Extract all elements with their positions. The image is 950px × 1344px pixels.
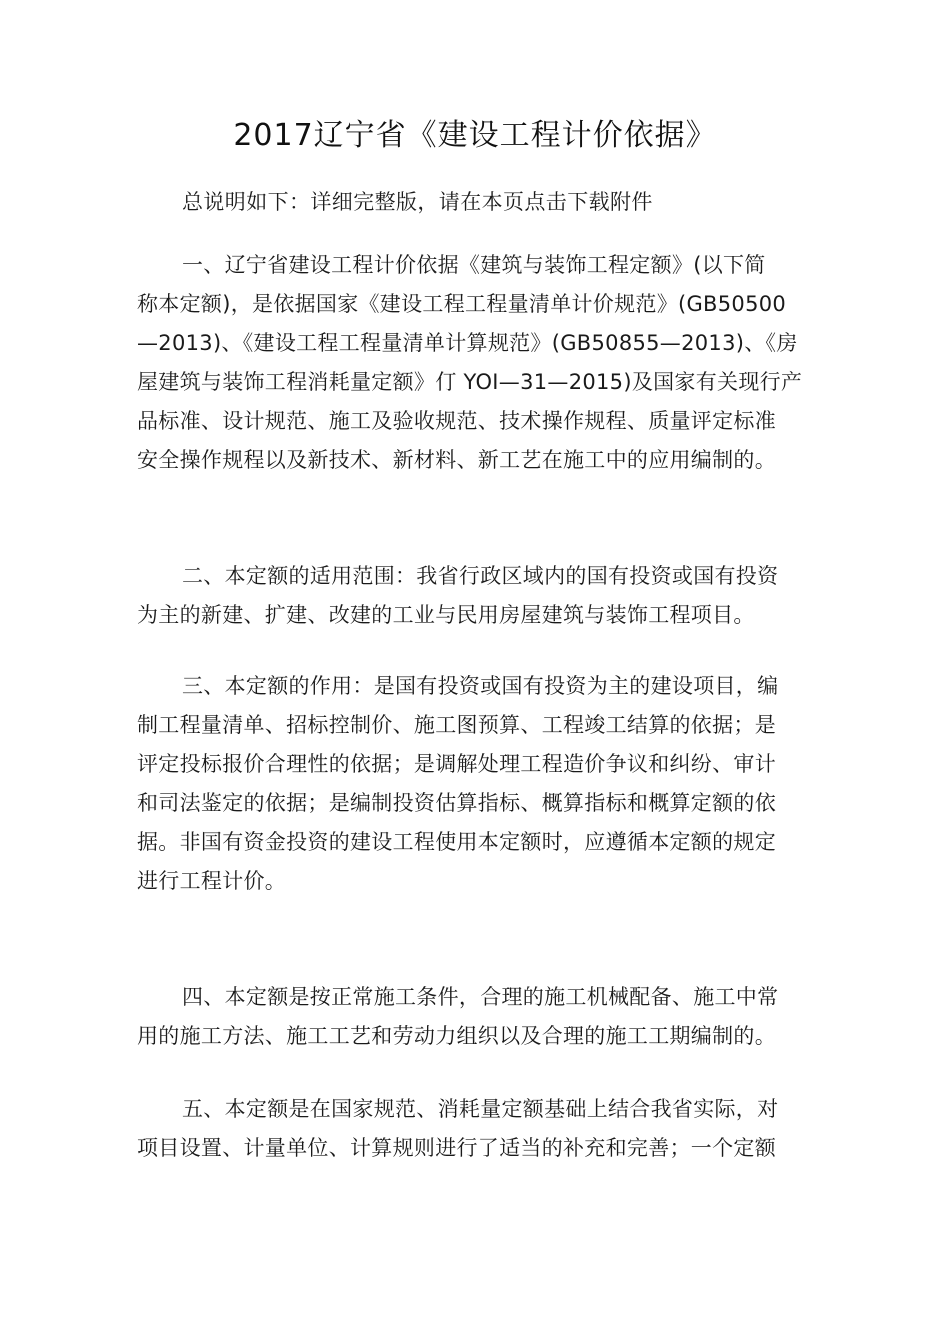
paragraph-line: 称本定额)，是依据国家《建设工程工程量清单计价规范》(GB50500 xyxy=(137,292,787,316)
paragraph-4 xyxy=(137,978,819,1056)
paragraph-line: 安全操作规程以及新技术、新材料、新工艺在施工中的应用编制的。 xyxy=(137,448,776,472)
intro-line: 总说明如下：详细完整版，请在本页点击下载附件 xyxy=(182,190,653,214)
paragraph-line: 一、辽宁省建设工程计价依据《建筑与装饰工程定额》(以下简 xyxy=(182,253,766,277)
paragraph-line: 项目设置、计量单位、计算规则进行了适当的补充和完善；一个定额 xyxy=(137,1136,776,1160)
paragraph-line: 四、本定额是按正常施工条件，合理的施工机械配备、施工中常 xyxy=(182,985,779,1009)
paragraph-line: 制工程量清单、招标控制价、施工图预算、工程竣工结算的依据；是 xyxy=(137,713,776,737)
paragraph-line: 据。非国有资金投资的建设工程使用本定额时，应遵循本定额的规定 xyxy=(137,830,776,854)
paragraph-line: 和司法鉴定的依据；是编制投资估算指标、概算指标和概算定额的依 xyxy=(137,791,776,815)
paragraph-2 xyxy=(137,557,819,635)
paragraph-line: —2013)、《建设工程工程量清单计算规范》(GB50855—2013)、《房 xyxy=(137,331,798,355)
paragraph-line: 三、本定额的作用：是国有投资或国有投资为主的建设项目，编 xyxy=(182,674,779,698)
paragraph-line: 评定投标报价合理性的依据；是调解处理工程造价争议和纠纷、审计 xyxy=(137,752,776,776)
document-title: 2017辽宁省《建设工程计价依据》 xyxy=(233,118,717,153)
paragraph-line: 品标准、设计规范、施工及验收规范、技术操作规程、质量评定标准 xyxy=(137,409,776,433)
paragraph-line: 五、本定额是在国家规范、消耗量定额基础上结合我省实际，对 xyxy=(182,1097,779,1121)
paragraph-line: 进行工程计价。 xyxy=(137,869,287,893)
paragraph-line: 用的施工方法、施工工艺和劳动力组织以及合理的施工工期编制的。 xyxy=(137,1024,776,1048)
paragraph-1 xyxy=(137,246,819,480)
paragraph-line: 屋建筑与装饰工程消耗量定额》仃 YOI—31—2015)及国家有关现行产 xyxy=(137,370,803,394)
paragraph-5 xyxy=(137,1090,819,1168)
paragraph-3 xyxy=(137,667,819,901)
paragraph-line: 为主的新建、扩建、改建的工业与民用房屋建筑与装饰工程项目。 xyxy=(137,603,755,627)
paragraph-line: 二、本定额的适用范围：我省行政区域内的国有投资或国有投资 xyxy=(182,564,779,588)
